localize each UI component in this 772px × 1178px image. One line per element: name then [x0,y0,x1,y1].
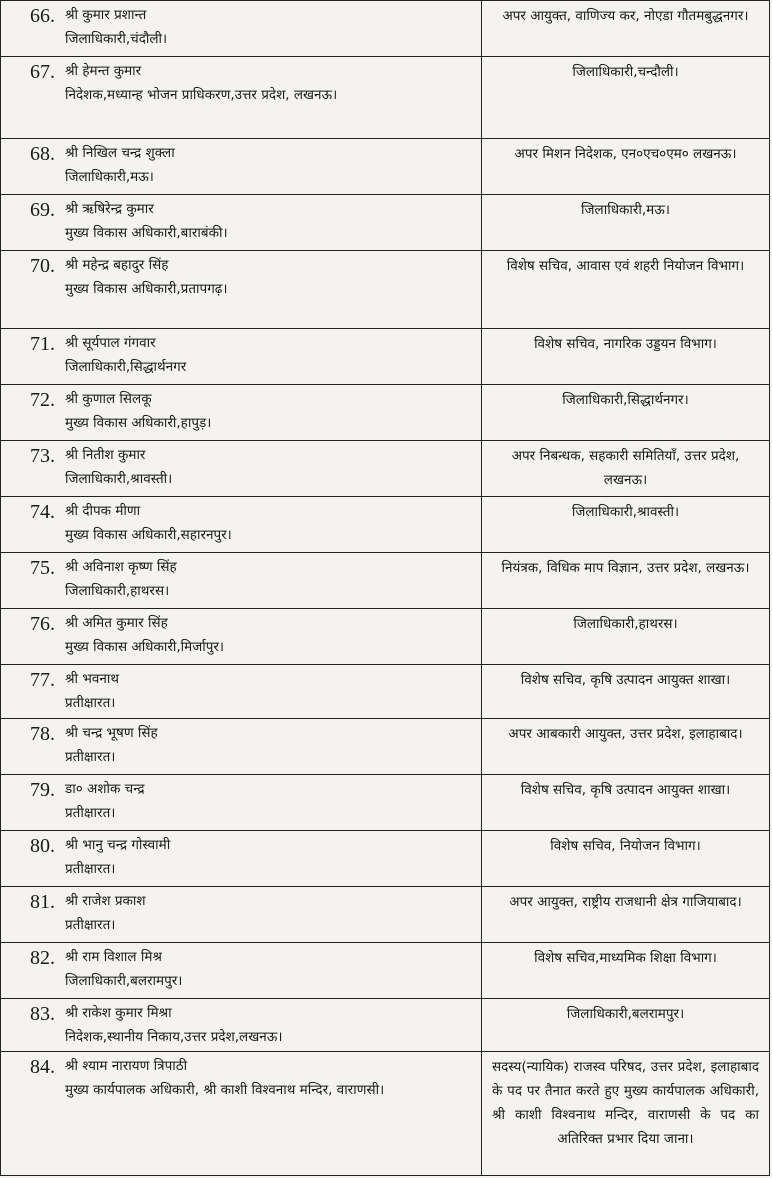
new-posting: अपर आबकारी आयुक्त, उत्तर प्रदेश, इलाहाबाद। [482,719,770,775]
officer-cell [57,1052,482,1176]
officer-cell [57,441,482,497]
officer-cell [57,999,482,1052]
table-row [1,139,770,195]
serial-number: 74. [1,497,58,553]
table-row [1,1,770,57]
current-post: जिलाधिकारी,हाथरस। [65,583,170,599]
officer-name: श्री राकेश कुमार मिश्रा [65,1005,172,1021]
officer-cell [57,139,482,195]
current-post: मुख्य विकास अधिकारी,मिर्जापुर। [65,639,225,655]
current-post: निदेशक,स्थानीय निकाय,उत्तर प्रदेश,लखनऊ। [65,1029,283,1045]
serial-number: 73. [1,441,58,497]
officer-name: श्री ऋषिरेन्द्र कुमार [65,201,154,217]
serial-number: 80. [1,831,58,887]
serial-number: 75. [1,553,58,609]
current-post: जिलाधिकारी,चंदौली। [65,31,168,47]
new-posting: जिलाधिकारी,श्रावस्ती। [482,497,770,553]
serial-number: 68. [1,139,58,195]
table-row [1,553,770,609]
officer-name: श्री भवनाथ [65,671,119,687]
table-row [1,999,770,1052]
new-posting: नियंत्रक, विधिक माप विज्ञान, उत्तर प्रदेश, लखनऊ। [482,553,770,609]
table-row [1,329,770,385]
new-posting: अपर आयुक्त, राष्ट्रीय राजधानी क्षेत्र गाजियाबाद। [482,887,770,943]
table-row [1,775,770,831]
table-row [1,887,770,943]
current-post: निदेशक,मध्यान्ह भोजन प्राधिकरण,उत्तर प्रदेश, लखनऊ। [65,87,338,103]
officer-cell [57,719,482,775]
officer-name: श्री निखिल चन्द्र शुक्ला [65,145,175,161]
serial-number: 84. [1,1052,58,1176]
serial-number: 72. [1,385,58,441]
officer-name: श्री अमित कुमार सिंह [65,615,168,631]
serial-number: 81. [1,887,58,943]
officer-cell [57,943,482,999]
new-posting: विशेष सचिव, नियोजन विभाग। [482,831,770,887]
officer-cell [57,329,482,385]
serial-number: 71. [1,329,58,385]
serial-number: 66. [1,1,58,57]
new-posting: जिलाधिकारी,मऊ। [482,195,770,251]
table-row [1,57,770,139]
new-posting: विशेष सचिव, आवास एवं शहरी नियोजन विभाग। [482,251,770,329]
table-row [1,251,770,329]
officer-cell [57,57,482,139]
current-post: प्रतीक्षारत। [65,805,116,821]
new-posting: विशेष सचिव, कृषि उत्पादन आयुक्त शाखा। [482,775,770,831]
serial-number: 83. [1,999,58,1052]
serial-number: 79. [1,775,58,831]
officer-name: श्री चन्द्र भूषण सिंह [65,725,158,741]
serial-number: 69. [1,195,58,251]
officer-name: डा० अशोक चन्द्र [65,781,145,797]
officer-name: श्री हेमन्त कुमार [65,63,142,79]
officer-name: श्री महेन्द्र बहादुर सिंह [65,257,169,273]
new-posting: अपर मिशन निदेशक, एन०एच०एम० लखनऊ। [482,139,770,195]
table-row [1,385,770,441]
serial-number: 76. [1,609,58,665]
table-row [1,441,770,497]
current-post: जिलाधिकारी,सिद्धार्थनगर [65,359,187,375]
officer-name: श्री नितीश कुमार [65,447,146,463]
table-row [1,195,770,251]
officer-name: श्री कुणाल सिलकू [65,391,152,407]
officer-name: श्री राजेश प्रकाश [65,893,146,909]
officer-cell [57,553,482,609]
new-posting: विशेष सचिव,माध्यमिक शिक्षा विभाग। [482,943,770,999]
officer-name: श्री भानु चन्द्र गोस्वामी [65,837,171,853]
table-row [1,665,770,719]
current-post: जिलाधिकारी,बलरामपुर। [65,973,183,989]
current-post: जिलाधिकारी,श्रावस्ती। [65,471,173,487]
officer-cell [57,609,482,665]
serial-number: 67. [1,57,58,139]
table-row [1,1052,770,1176]
officer-name: श्री दीपक मीणा [65,503,141,519]
serial-number: 77. [1,665,58,719]
serial-number: 78. [1,719,58,775]
table-row [1,609,770,665]
officer-cell [57,385,482,441]
officer-cell [57,887,482,943]
officer-name: श्री कुमार प्रशान्त [65,7,147,23]
new-posting: अपर आयुक्त, वाणिज्य कर, नोएडा गौतमबुद्धनगर। [482,1,770,57]
officer-name: श्री अविनाश कृष्ण सिंह [65,559,177,575]
officer-cell [57,665,482,719]
current-post: प्रतीक्षारत। [65,749,116,765]
table-row [1,497,770,553]
officer-name: श्री श्याम नारायण त्रिपाठी [65,1058,188,1074]
table-row [1,943,770,999]
new-posting: अपर निबन्धक, सहकारी समितियाँ, उत्तर प्रदेश, लखनऊ। [482,441,770,497]
officer-name: श्री राम विशाल मिश्र [65,949,162,965]
new-posting: सदस्य(न्यायिक) राजस्व परिषद, उत्तर प्रदेश, इलाहाबाद के पद पर तैनात करते हुए मुख्य कार्यपालक अधिकारी, श्री काशी विश्वनाथ मन्दिर, वाराणसी के पद का अतिरिक्त प्रभार दिया जाना। [482,1052,770,1176]
serial-number: 82. [1,943,58,999]
officer-name: श्री सूर्यपाल गंगवार [65,335,156,351]
new-posting: जिलाधिकारी,चन्दौली। [482,57,770,139]
new-posting: जिलाधिकारी,हाथरस। [482,609,770,665]
officer-cell [57,1,482,57]
current-post: मुख्य विकास अधिकारी,बाराबंकी। [65,225,228,241]
current-post: मुख्य कार्यपालक अधिकारी, श्री काशी विश्वनाथ मन्दिर, वाराणसी। [65,1082,385,1098]
officer-cell [57,775,482,831]
transfer-table-body [1,1,770,1176]
current-post: प्रतीक्षारत। [65,917,116,933]
table-row [1,831,770,887]
current-post: मुख्य विकास अधिकारी,प्रतापगढ़। [65,281,228,297]
officer-cell [57,195,482,251]
current-post: प्रतीक्षारत। [65,695,116,711]
new-posting: विशेष सचिव, कृषि उत्पादन आयुक्त शाखा। [482,665,770,719]
officer-cell [57,831,482,887]
current-post: मुख्य विकास अधिकारी,हापुड़। [65,415,212,431]
current-post: मुख्य विकास अधिकारी,सहारनपुर। [65,527,232,543]
new-posting: जिलाधिकारी,सिद्धार्थनगर। [482,385,770,441]
new-posting: विशेष सचिव, नागरिक उड्डयन विभाग। [482,329,770,385]
serial-number: 70. [1,251,58,329]
officer-cell [57,497,482,553]
current-post: प्रतीक्षारत। [65,861,116,877]
officer-cell [57,251,482,329]
new-posting: जिलाधिकारी,बलरामपुर। [482,999,770,1052]
table-row [1,719,770,775]
current-post: जिलाधिकारी,मऊ। [65,169,154,185]
